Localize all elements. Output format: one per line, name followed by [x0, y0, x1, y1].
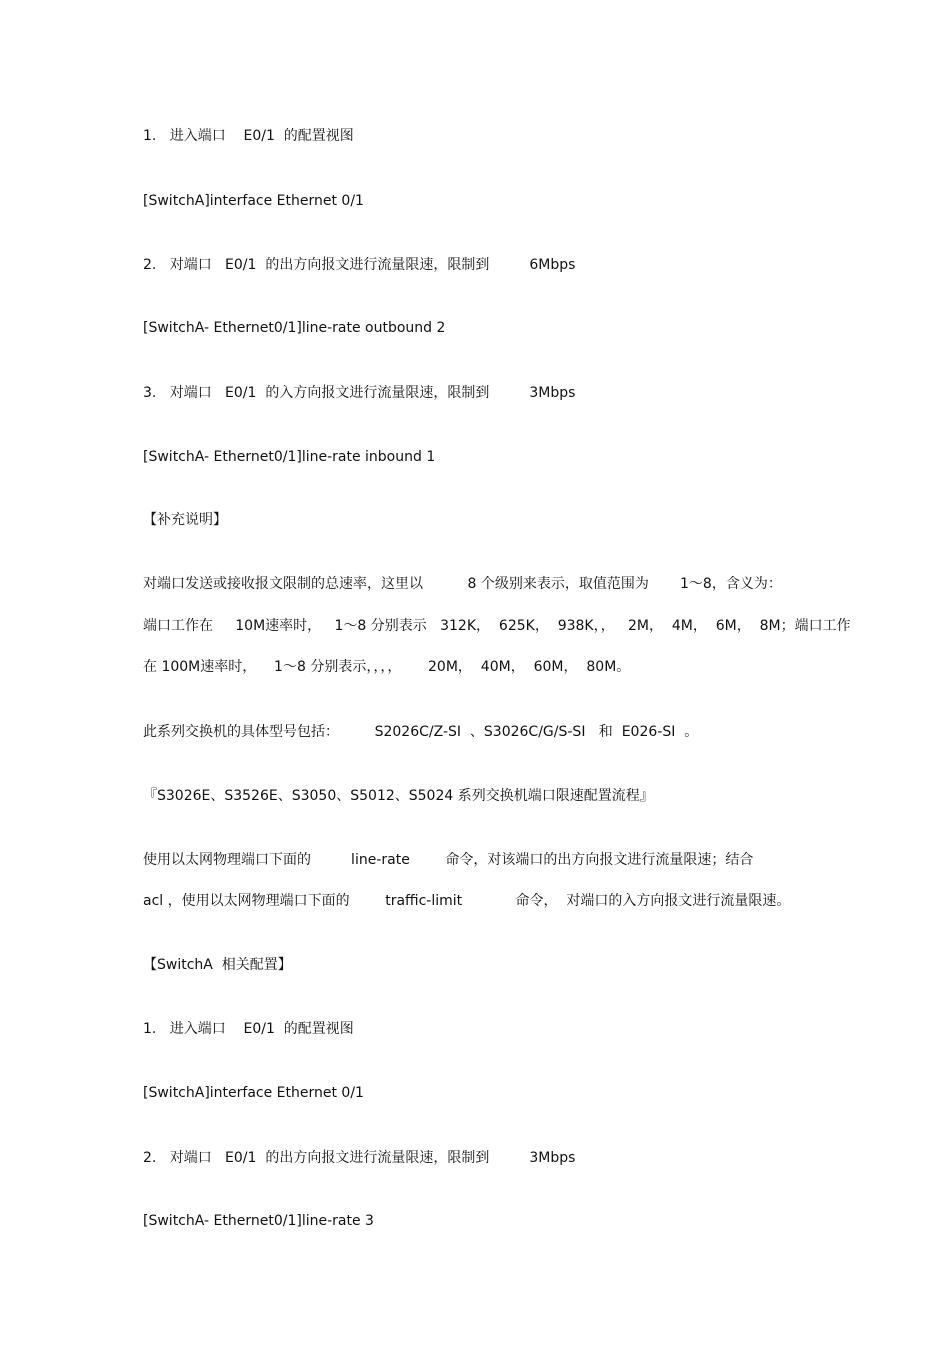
step-3-heading: 3. 对端口 E0/1 的入方向报文进行流量限速，限制到 3Mbps [143, 385, 576, 401]
notes-paragraph-line-2: 端口工作在 10M速率时， 1～8 分别表示 312K， 625K， 938K，， 2M， 4M， 6M， 8M；端口工作 [143, 618, 851, 634]
step-1-heading-repeat: 1. 进入端口 E0/1 的配置视图 [143, 1021, 354, 1037]
section-heading-notes: 【补充说明】 [143, 512, 227, 528]
section-heading-switcha: 【SwitchA 相关配置】 [143, 957, 292, 973]
command-interface: [SwitchA]interface Ethernet 0/1 [143, 193, 364, 209]
usage-paragraph-line-2: acl ，使用以太网物理端口下面的 traffic-limit 命令， 对端口的入方向报文进行流量限速。 [143, 893, 791, 909]
notes-paragraph-line-3: 在 100M速率时， 1～8 分别表示，，，， 20M， 40M， 60M， 80M。 [143, 659, 631, 675]
command-line-rate-inbound: [SwitchA- Ethernet0/1]line-rate inbound 1 [143, 449, 436, 465]
usage-paragraph-line-1: 使用以太网物理端口下面的 line-rate 命令，对该端口的出方向报文进行流量限速；结合 [143, 852, 754, 868]
command-interface-repeat: [SwitchA]interface Ethernet 0/1 [143, 1085, 364, 1101]
step-2-heading-repeat: 2. 对端口 E0/1 的出方向报文进行流量限速，限制到 3Mbps [143, 1150, 576, 1166]
notes-paragraph-line-1: 对端口发送或接收报文限制的总速率，这里以 8 个级别来表示，取值范围为 1～8，含义为： [143, 576, 782, 592]
command-line-rate: [SwitchA- Ethernet0/1]line-rate 3 [143, 1213, 374, 1229]
step-1-heading: 1. 进入端口 E0/1 的配置视图 [143, 128, 354, 144]
step-2-heading: 2. 对端口 E0/1 的出方向报文进行流量限速，限制到 6Mbps [143, 257, 576, 273]
command-line-rate-outbound: [SwitchA- Ethernet0/1]line-rate outbound 2 [143, 320, 446, 336]
models-paragraph: 此系列交换机的具体型号包括： S2026C/Z-SI 、S3026C/G/S-SI 和 E026-SI 。 [143, 724, 699, 740]
section-heading-series: 『S3026E、S3526E、S3050、S5012、S5024 系列交换机端口限速配置流程』 [143, 788, 654, 804]
